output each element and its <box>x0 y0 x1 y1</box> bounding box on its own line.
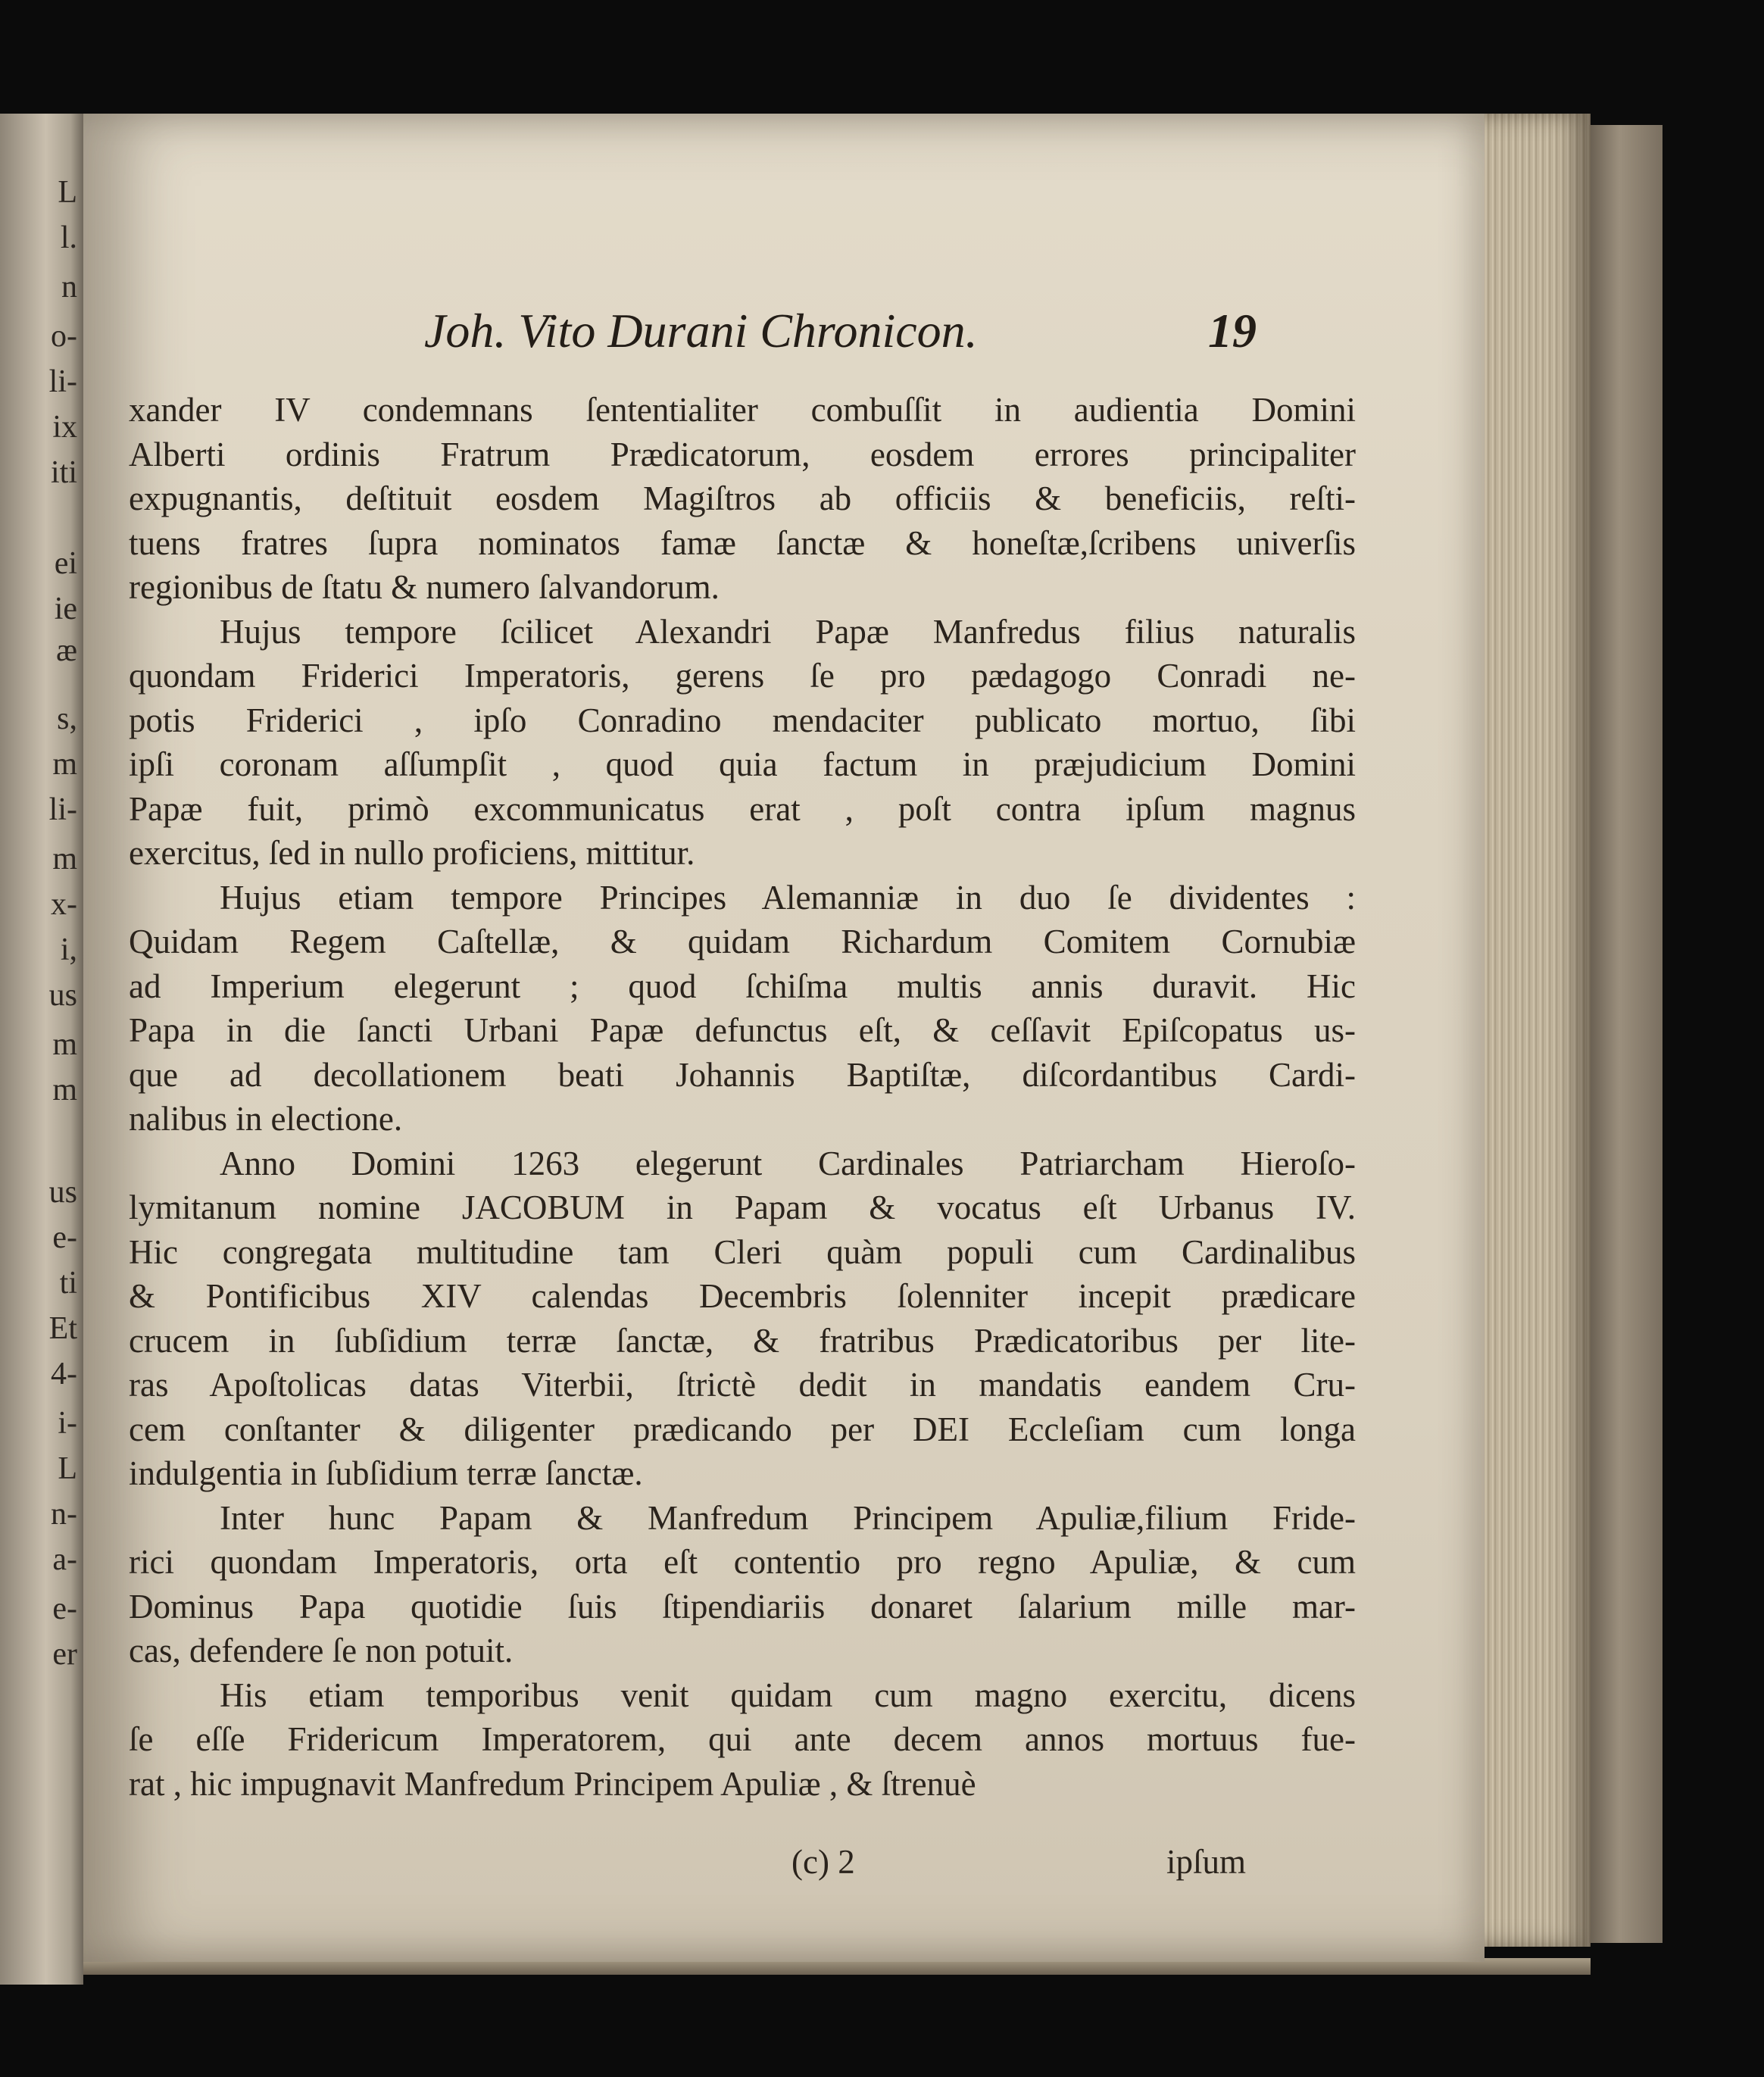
text-line: crucem in ſubſidium terræ ſanctæ, & fratribus Prædicatoribus per lite- <box>129 1321 1356 1360</box>
facing-page-edge <box>0 114 83 1985</box>
text-line: regionibus de ſtatu & numero ſalvandorum. <box>129 568 720 606</box>
facing-page-fragment: a- <box>52 1542 77 1577</box>
facing-page-fragment: ix <box>52 410 77 445</box>
text-line: potis Friderici , ipſo Conradino mendaciter publicato mortuo, ſibi <box>129 701 1356 739</box>
facing-page-fragment: m <box>52 1073 77 1107</box>
text-line: indulgentia in ſubſidium terræ ſanctæ. <box>129 1454 643 1492</box>
page-footer <box>83 1842 1485 1888</box>
facing-page-fragment: e- <box>52 1220 77 1255</box>
paragraph <box>129 876 1356 1142</box>
book-page <box>83 114 1485 1962</box>
facing-page-fragment: m <box>52 747 77 782</box>
facing-page-fragment: us <box>48 1175 77 1210</box>
facing-page-fragment: 4- <box>51 1357 77 1391</box>
text-line: cas, defendere ſe non potuit. <box>129 1632 514 1669</box>
text-line: Alberti ordinis Fratrum Prædicatorum, eosdem errores principaliter <box>129 435 1356 473</box>
paragraph <box>129 1673 1356 1807</box>
paragraph <box>129 1142 1356 1496</box>
paragraph <box>129 388 1356 610</box>
text-line: & Pontificibus XIV calendas Decembris ſolenniter incepit prædicare <box>129 1277 1356 1315</box>
facing-page-fragment: l. <box>60 220 77 255</box>
paragraph <box>129 1496 1356 1673</box>
facing-page-fragment: er <box>52 1637 77 1672</box>
text-line: lymitanum nomine JACOBUM in Papam & vocatus eſt Urbanus IV. <box>129 1188 1356 1226</box>
text-line: expugnantis, deſtituit eosdem Magiſtros ab officiis & beneficiis, reſti- <box>129 479 1356 517</box>
facing-page-fragment: ti <box>59 1266 77 1301</box>
text-line: Hujus etiam tempore Principes Alemanniæ in duo ſe dividentes : <box>220 878 1356 917</box>
facing-page-fragment: L <box>58 1451 77 1486</box>
text-line: Quidam Regem Caſtellæ, & quidam Richardum Comitem Cornubiæ <box>129 923 1356 960</box>
text-line: cem conſtanter & diligenter prædicando per DEI Eccleſiam cum longa <box>129 1410 1356 1448</box>
facing-page-fragment: L <box>58 175 77 210</box>
book-cover <box>1591 125 1663 1943</box>
text-line: His etiam temporibus venit quidam cum magno exercitu, dicens <box>220 1676 1356 1714</box>
running-title: Joh. Vito Durani Chronicon. <box>424 304 978 358</box>
signature-mark: (c) 2 <box>791 1843 855 1881</box>
text-line: ſe eſſe Fridericum Imperatorem, qui ante decem annos mortuus fue- <box>129 1720 1356 1758</box>
facing-page-fragment: i, <box>60 932 77 967</box>
facing-page-fragment: æ <box>55 633 77 668</box>
facing-page-fragment: m <box>52 842 77 876</box>
text-line: nalibus in electione. <box>129 1100 403 1138</box>
facing-page-fragment: us <box>48 978 77 1013</box>
text-line: Papa in die ſancti Urbani Papæ defunctus eſt, & ceſſavit Epiſcopatus us- <box>129 1011 1356 1049</box>
text-line: Hic congregata multitudine tam Cleri quàm populi cum Cardinalibus <box>129 1232 1356 1271</box>
paragraph <box>129 610 1356 876</box>
catchword: ipſum <box>1166 1843 1247 1881</box>
text-line: rat , hic impugnavit Manfredum Principem Apuliæ , & ſtrenuè <box>129 1764 976 1803</box>
text-line: tuens fratres ſupra nominatos famæ ſanctæ & honeſtæ,ſcribens univerſis <box>129 523 1356 562</box>
text-line: ipſi coronam aſſumpſit , quod quia factum in præjudicium Domini <box>129 745 1356 783</box>
facing-page-fragment: s, <box>57 701 77 736</box>
facing-page-fragment: e- <box>52 1591 77 1626</box>
page-header <box>83 303 1485 379</box>
text-line: Papæ fuit, primò excommunicatus erat , poſt contra ipſum magnus <box>129 789 1356 828</box>
text-line: ras Apoſtolicas datas Viterbii, ſtrictè dedit in mandatis eandem Cru- <box>129 1366 1356 1404</box>
facing-page-fragment: ie <box>54 592 77 626</box>
text-line: rici quondam Imperatoris, orta eſt contentio pro regno Apuliæ, & cum <box>129 1543 1356 1581</box>
text-line: exercitus, ſed in nullo proficiens, mittitur. <box>129 834 695 872</box>
facing-page-fragment: li- <box>48 364 77 399</box>
text-line: ad Imperium elegerunt ; quod ſchiſma multis annis duravit. Hic <box>129 967 1356 1005</box>
facing-page-fragment: ei <box>54 546 77 581</box>
text-line: Hujus tempore ſcilicet Alexandri Papæ Manfredus filius naturalis <box>220 612 1356 651</box>
text-line: Dominus Papa quotidie ſuis ſtipendiariis donaret ſalarium mille mar- <box>129 1587 1356 1626</box>
body-text <box>129 388 1356 1806</box>
page-number: 19 <box>1208 304 1257 358</box>
facing-page-fragment: iti <box>50 455 77 490</box>
facing-page-fragment: li- <box>48 792 77 827</box>
text-line: que ad decollationem beati Johannis Baptiſtæ, diſcordantibus Cardi- <box>129 1055 1356 1094</box>
text-line: xander IV condemnans ſententialiter combuſſit in audientia Domini <box>129 391 1356 429</box>
facing-page-fragment: x- <box>51 887 77 922</box>
text-line: Anno Domini 1263 elegerunt Cardinales Patriarcham Hieroſo- <box>220 1144 1356 1182</box>
page-block-edge <box>1477 114 1591 1947</box>
facing-page-fragment: i- <box>58 1406 77 1441</box>
facing-page-fragment: n- <box>51 1497 77 1532</box>
text-line: quondam Friderici Imperatoris, gerens ſe pro pædagogo Conradi ne- <box>129 657 1356 695</box>
facing-page-fragment: Et <box>48 1311 77 1346</box>
text-line: Inter hunc Papam & Manfredum Principem Apuliæ,filium Fride- <box>220 1498 1356 1537</box>
facing-page-fragment: n <box>61 270 77 305</box>
facing-page-fragment: o- <box>51 319 77 354</box>
facing-page-fragment: m <box>52 1027 77 1062</box>
